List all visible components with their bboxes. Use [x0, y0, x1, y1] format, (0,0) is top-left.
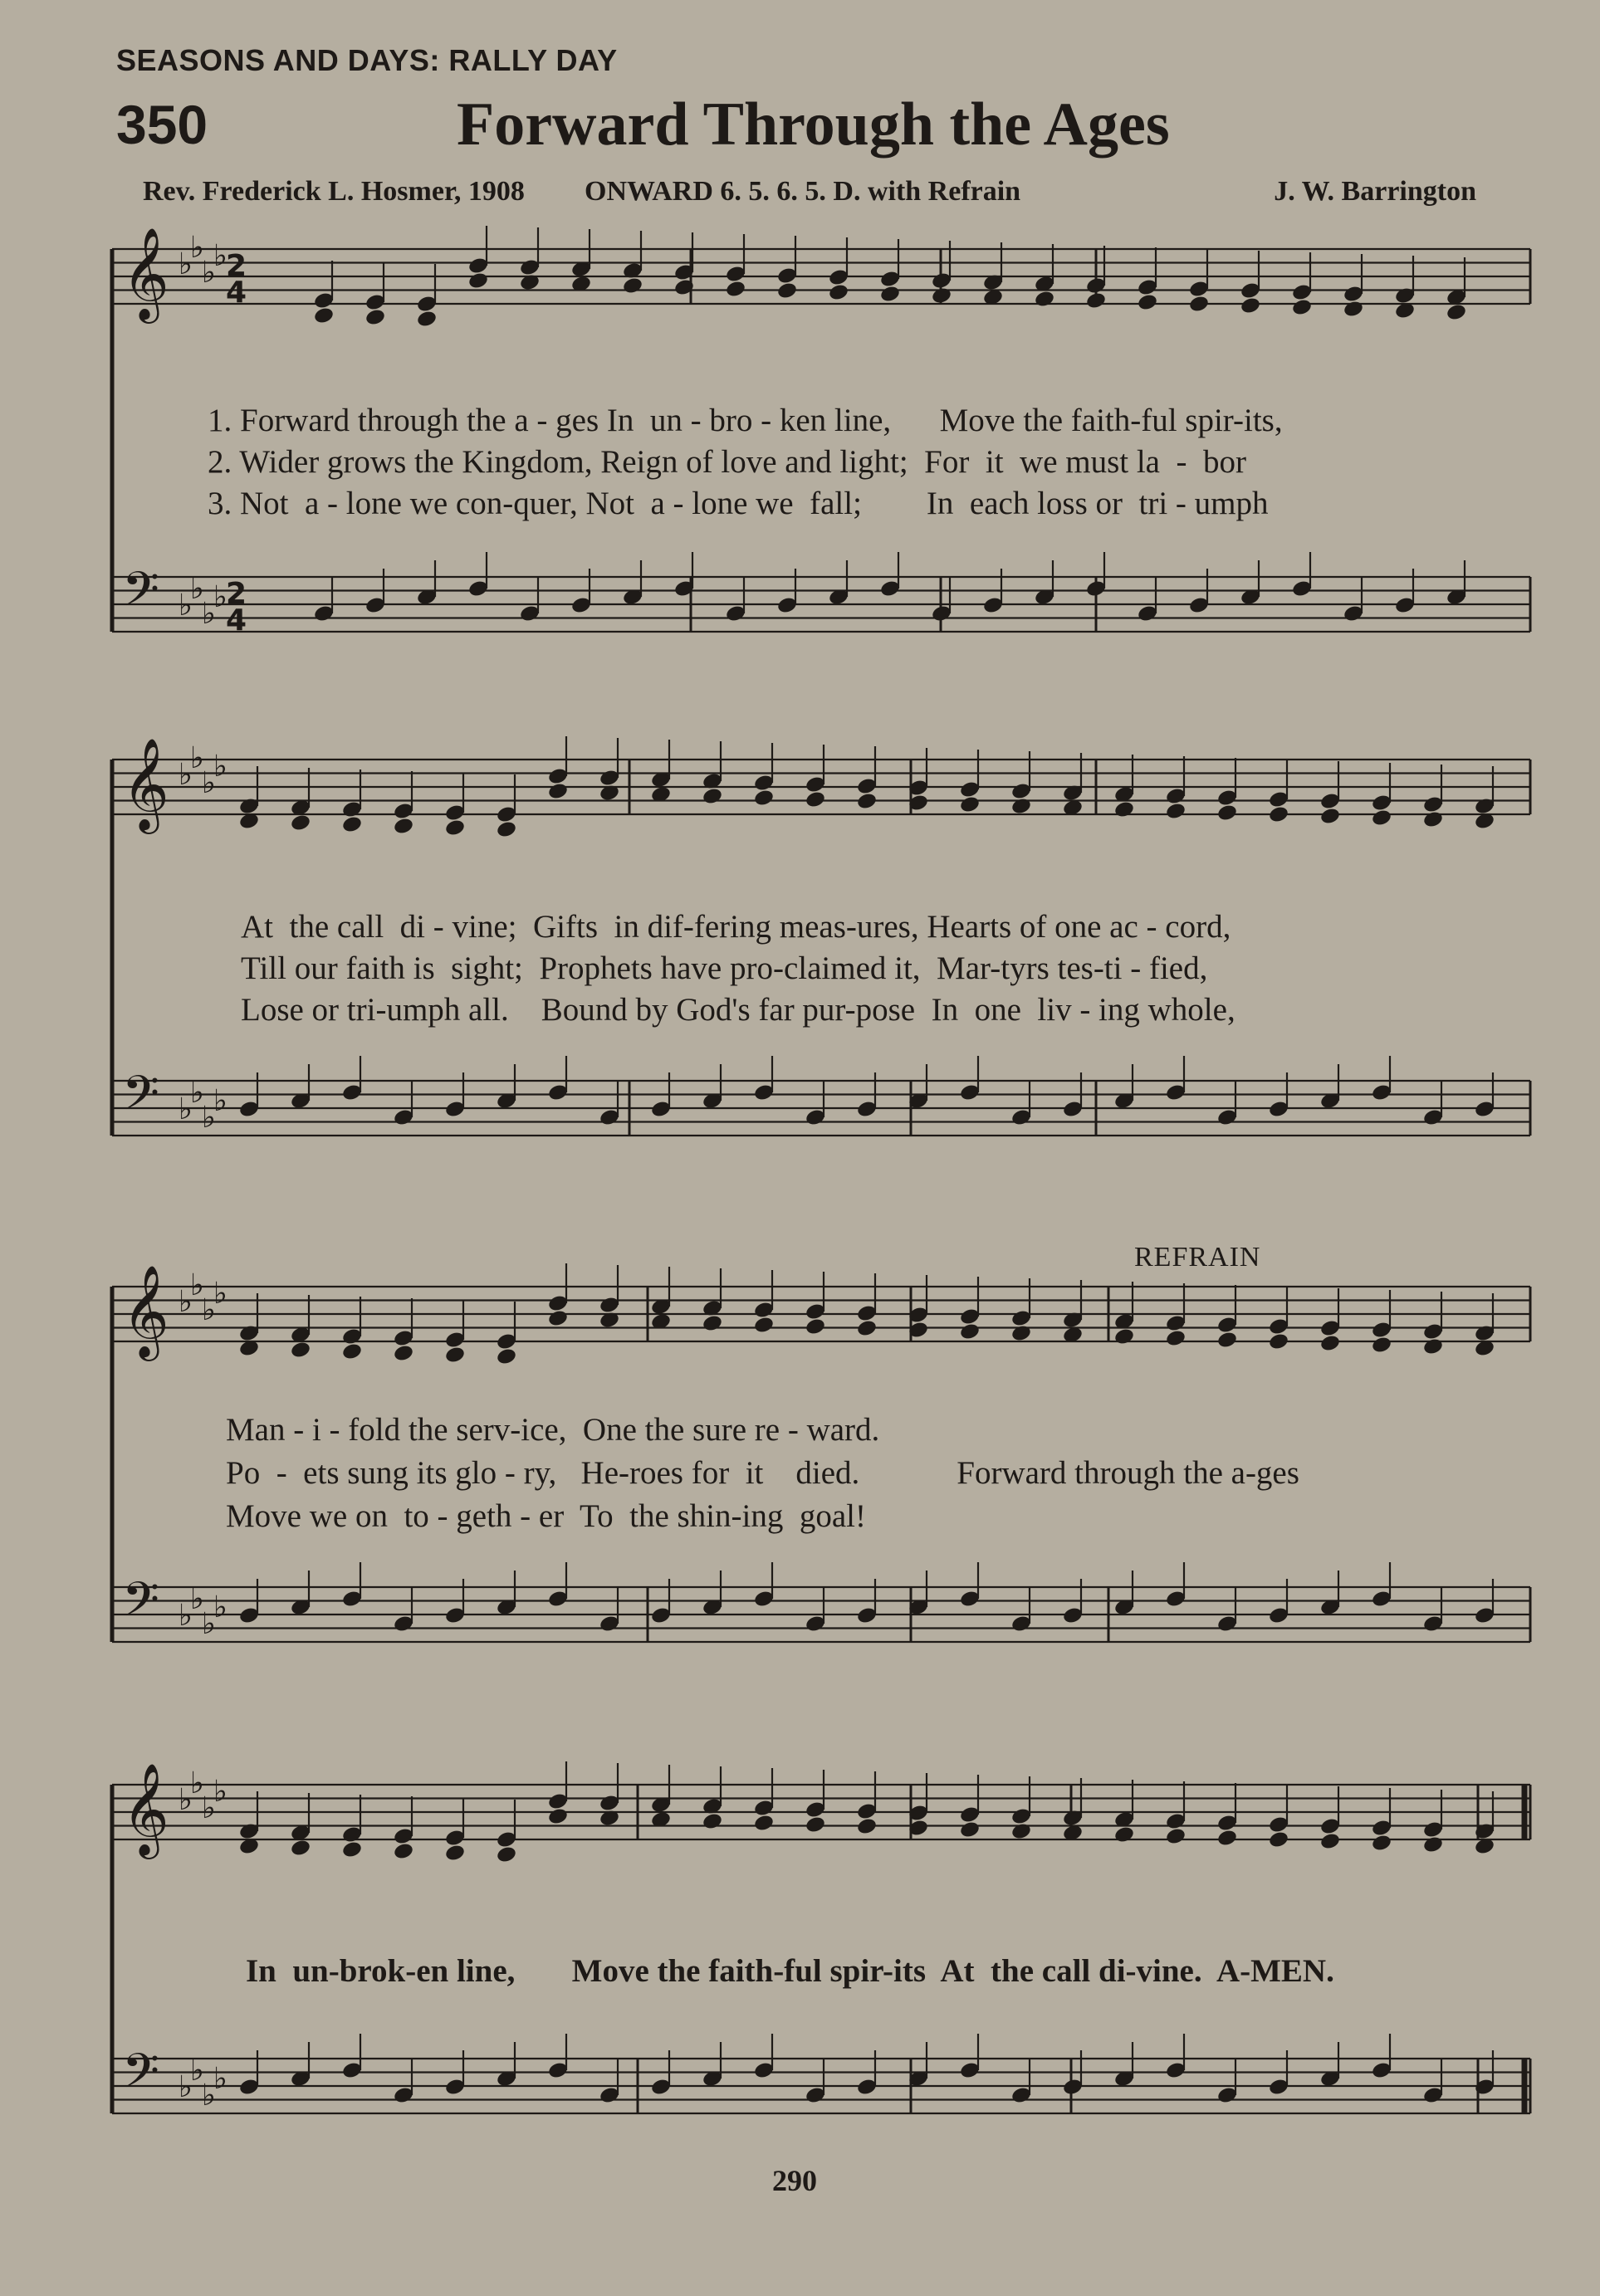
note-head: [496, 1845, 517, 1864]
note-head: [1010, 797, 1032, 816]
note-head: [959, 795, 981, 814]
hymn-title: Forward Through the Ages: [457, 90, 1170, 159]
flat-icon: ♭: [190, 1076, 204, 1110]
flat-icon: ♭: [190, 1268, 204, 1302]
flat-icon: ♭: [190, 2054, 204, 2088]
note-head: [290, 1839, 311, 1858]
note-head: [1268, 1332, 1289, 1351]
flat-icon: ♭: [213, 2062, 228, 2096]
flat-icon: ♭: [179, 1285, 193, 1319]
note-head: [1371, 1834, 1392, 1853]
refrain-label: REFRAIN: [1134, 1242, 1261, 1273]
flat-icon: ♭: [213, 1084, 228, 1118]
note-head: [1319, 1832, 1341, 1851]
flat-icon: ♭: [179, 758, 193, 792]
flat-icon: ♭: [213, 750, 228, 784]
composer-credit: J. W. Barrington: [1274, 176, 1476, 207]
bass-clef-icon: 𝄢: [122, 1065, 160, 1133]
note-head: [341, 1840, 363, 1859]
note-head: [959, 1322, 981, 1341]
note-head: [1371, 808, 1392, 828]
note-head: [393, 1842, 414, 1861]
note-head: [725, 280, 746, 299]
flat-icon: ♭: [179, 2070, 193, 2104]
flat-icon: ♭: [190, 741, 204, 775]
note-head: [879, 285, 901, 304]
time-signature-top: 2: [226, 249, 247, 283]
note-head: [776, 281, 798, 300]
note-head: [1422, 1835, 1444, 1854]
note-head: [753, 789, 775, 808]
treble-clef-icon: 𝄞: [122, 1264, 169, 1357]
note-head: [622, 276, 643, 296]
note-head: [416, 310, 438, 329]
note-head: [1188, 295, 1210, 314]
note-head: [931, 286, 952, 305]
flat-icon: ♭: [202, 1293, 216, 1327]
note-head: [547, 1309, 569, 1328]
time-signature-top: 2: [226, 577, 247, 611]
note-head: [1165, 1329, 1187, 1348]
lyric-s2-v2: Till our faith is sight; Prophets have pro-claimed it, Mar-tyrs tes-ti - fied,: [241, 950, 1208, 986]
flat-icon: ♭: [202, 2079, 216, 2113]
page-number: 290: [772, 2164, 817, 2197]
flat-icon: ♭: [202, 1791, 216, 1825]
lyric-s1-v2: 2. Wider grows the Kingdom, Reign of love and light; For it we must la - bor: [208, 444, 1246, 480]
flat-icon: ♭: [202, 766, 216, 800]
note-head: [1268, 805, 1289, 824]
note-head: [1291, 298, 1313, 317]
note-head: [828, 283, 849, 302]
note-head: [1319, 1334, 1341, 1353]
bass-clef-icon: 𝄢: [122, 2043, 160, 2111]
flat-icon: ♭: [179, 1783, 193, 1817]
flat-icon: ♭: [190, 231, 204, 265]
note-head: [313, 306, 335, 325]
lyric-s3-v2: Po - ets sung its glo - ry, He-roes for it died. Forward through the a-ges: [226, 1455, 1299, 1491]
note-head: [393, 817, 414, 836]
note-head: [1034, 290, 1055, 309]
bass-clef-icon: 𝄢: [122, 1571, 160, 1639]
flat-icon: ♭: [179, 247, 193, 281]
note-head: [1422, 1337, 1444, 1356]
flat-icon: ♭: [179, 589, 193, 623]
note-head: [1240, 296, 1261, 315]
hymn-number: 350: [116, 94, 208, 155]
section-heading: SEASONS AND DAYS: RALLY DAY: [116, 43, 618, 77]
treble-clef-icon: 𝄞: [122, 227, 169, 320]
flat-icon: ♭: [213, 1590, 228, 1624]
note-head: [496, 1347, 517, 1366]
note-head: [1268, 1830, 1289, 1849]
lyric-s3-v3: Move we on to - geth - er To the shin-ing goal!: [226, 1498, 866, 1534]
author-credit: Rev. Frederick L. Hosmer, 1908: [143, 176, 525, 207]
treble-clef-icon: 𝄞: [122, 1762, 169, 1855]
time-signature-bottom: 4: [226, 276, 247, 310]
note-head: [702, 1812, 723, 1831]
note-head: [856, 1817, 878, 1836]
flat-icon: ♭: [213, 1775, 228, 1809]
treble-clef-icon: 𝄞: [122, 737, 169, 830]
note-head: [856, 1319, 878, 1338]
flat-icon: ♭: [190, 1582, 204, 1616]
note-head: [547, 782, 569, 801]
note-head: [341, 815, 363, 834]
note-head: [1010, 1324, 1032, 1343]
flat-icon: ♭: [202, 597, 216, 631]
flat-icon: ♭: [202, 256, 216, 290]
flat-icon: ♭: [179, 1599, 193, 1633]
note-head: [1216, 1829, 1238, 1848]
note-head: [467, 271, 489, 291]
note-head: [753, 1814, 775, 1833]
note-head: [1165, 1827, 1187, 1846]
flat-icon: ♭: [213, 1277, 228, 1311]
note-head: [1165, 802, 1187, 821]
note-head: [1137, 293, 1158, 312]
note-head: [290, 813, 311, 833]
note-head: [496, 820, 517, 839]
note-head: [290, 1341, 311, 1360]
note-head: [753, 1316, 775, 1335]
note-head: [393, 1344, 414, 1363]
flat-icon: ♭: [213, 239, 228, 273]
note-head: [702, 787, 723, 806]
bass-clef-icon: 𝄢: [122, 561, 160, 629]
lyric-s2-v3: Lose or tri-umph all. Bound by God's far pur-pose In one liv - ing whole,: [241, 992, 1235, 1028]
lyric-s3-v1: Man - i - fold the serv-ice, One the sure re - ward.: [226, 1412, 880, 1448]
note-head: [547, 1807, 569, 1826]
note-head: [1113, 800, 1135, 819]
note-head: [1113, 1327, 1135, 1346]
note-head: [444, 1346, 466, 1365]
lyric-s1-v1: 1. Forward through the a - ges In un - bro - ken line, Move the faith-ful spir-its,: [208, 403, 1283, 438]
lyric-s4-v1: In un-brok-en line, Move the faith-ful spir-its At the call di-vine. A-MEN.: [246, 1953, 1334, 1989]
note-head: [1371, 1336, 1392, 1355]
note-head: [444, 1844, 466, 1863]
note-head: [1422, 810, 1444, 829]
time-signature-bottom: 4: [226, 603, 247, 638]
note-head: [1343, 300, 1364, 319]
flat-icon: ♭: [202, 1607, 216, 1641]
note-head: [1113, 1825, 1135, 1844]
flat-icon: ♭: [213, 580, 228, 614]
tune-meter-credit: ONWARD 6. 5. 6. 5. D. with Refrain: [585, 176, 1021, 207]
note-head: [365, 308, 386, 327]
note-head: [702, 1314, 723, 1333]
note-head: [341, 1342, 363, 1361]
note-head: [444, 818, 466, 838]
note-head: [856, 792, 878, 811]
flat-icon: ♭: [179, 1092, 193, 1126]
note-head: [1216, 1331, 1238, 1350]
note-head: [1216, 804, 1238, 823]
flat-icon: ♭: [190, 1766, 204, 1800]
note-head: [1446, 303, 1467, 322]
lyric-s1-v3: 3. Not a - lone we con-quer, Not a - lone we fall; In each loss or tri - umph: [208, 486, 1269, 521]
flat-icon: ♭: [202, 1101, 216, 1135]
note-head: [805, 790, 826, 809]
note-head: [1010, 1822, 1032, 1841]
note-head: [805, 1815, 826, 1834]
note-head: [1319, 807, 1341, 826]
note-head: [1085, 291, 1107, 310]
lyric-s2-v1: At the call di - vine; Gifts in dif-fering meas-ures, Hearts of one ac - cord,: [241, 909, 1231, 945]
flat-icon: ♭: [190, 572, 204, 606]
note-head: [805, 1317, 826, 1336]
note-head: [959, 1820, 981, 1839]
